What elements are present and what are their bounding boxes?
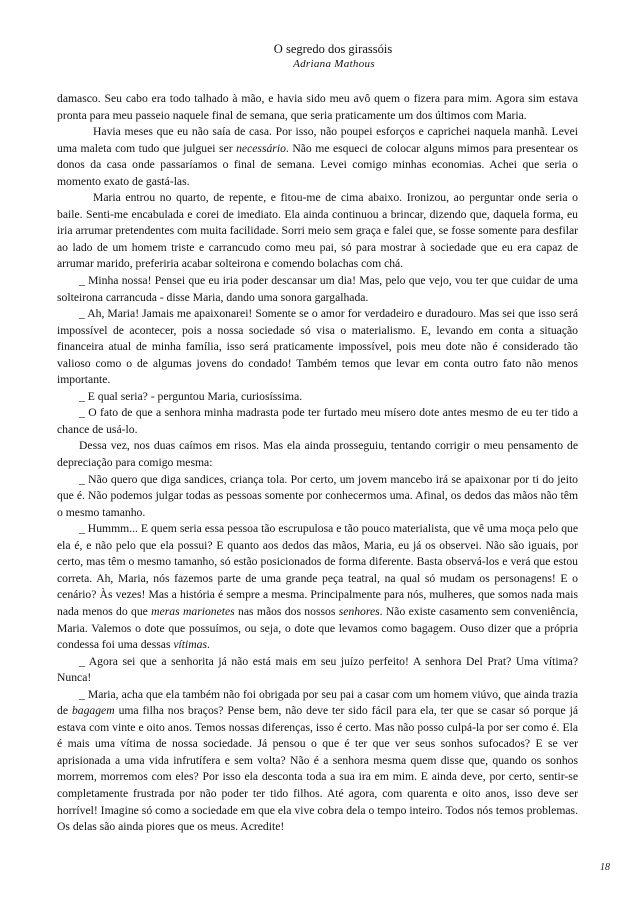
- book-title: O segredo dos girassóis: [273, 42, 393, 56]
- paragraph: [57, 306, 578, 389]
- emphasis-text: meras marionetes: [151, 604, 235, 618]
- paragraph-text: . Não me esqueci de colocar alguns mimos para presentear os donos da casa onde passaríamos o final de semana. Levei comigo minhas economias. Achei que seria o momento exato de gastá-las.: [57, 141, 578, 188]
- paragraph-text: _ Não quero que diga sandices, criança tola. Por certo, um jovem mancebo irá se apaixonar por ti do jeito que é. Não podemos julgar todas as pessoas somente por conhecermos uma. Afinal, os dedos das mãos não têm o mesmo tamanho.: [57, 472, 578, 519]
- paragraph: [57, 405, 578, 438]
- paragraph: [57, 521, 578, 653]
- paragraph: [57, 654, 578, 687]
- emphasis-text: vítimas: [173, 638, 208, 652]
- paragraph: [57, 91, 578, 124]
- paragraph-text: _ E qual seria? - perguntou Maria, curiosíssima.: [79, 389, 303, 403]
- paragraph-text: Maria entrou no quarto, de repente, e fitou-me de cima abaixo. Ironizou, ao perguntar onde seria o baile. Senti-me encabulada e corei de imediato. Ela ainda continuou a brincar, dizendo que, daquela forma, eu iria arrumar pretendentes com muita facilidade. Sorri meio sem graça e falei que, se fosse somente para desfilar ao lado de um homem triste e carrancudo como meu pai, só para mostrar à sociedade que eu era capaz de arrumar marido, preferiria acabar solteirona e comendo bolachas com chá.: [57, 191, 578, 271]
- paragraph-text: . Não existe casamento sem conveniência, Maria. Valemos o dote que possuímos, ou seja, o dote que levamos como bagagem. Ouso dizer que a própria condessa foi uma dessas: [57, 604, 578, 652]
- paragraph: [57, 438, 578, 471]
- paragraph-text: _ O fato de que a senhora minha madrasta pode ter furtado meu mísero dote antes mesmo de eu ter tido a chance de usá-lo.: [57, 406, 578, 436]
- emphasis-text: necessário: [236, 141, 286, 155]
- author-name: Adriana Mathous: [293, 58, 375, 70]
- paragraph-text: _ Minha nossa! Pensei que eu iria poder descansar um dia! Mas, pelo que vejo, vou ter que cuidar de uma solteirona carrancuda - disse Maria, dando uma sonora gargalhada.: [57, 274, 578, 304]
- paragraph: [57, 389, 578, 406]
- paragraph-text: uma filha nos braços? Pense bem, não deve ter sido fácil para ela, ter que se casar só porque já estava com vinte e oito anos. Temos nossas diferenças, isso é certo. Mas não posso culpá-la por ser como é. Ela é mais uma vítima de nossa sociedade. Já pensou o que é ter que ver seus sonhos sufocados? E se ver aprisionada a uma vida infrutífera e sem volta? Não é a senhora mesma quem disse que, quando os sonhos morrem, morremos com eles? Por isso ela desconta toda a sua ira em mim. E ainda deve, por certo, sentir-se completamente frustrada por não poder ter tido filhos. Até agora, com quarenta e oito anos, isso deve ser horrível! Imagine só como a sociedade em que ela vive cobra dela o tempo inteiro. Todos nós temos problemas. Os delas são ainda piores que os meus. Acredite!: [57, 704, 578, 834]
- paragraph-text: _ Hummm... E quem seria essa pessoa tão escrupulosa e tão pouco materialista, que vê uma moça pelo que ela é, e não pelo que ela possui? E quanto aos dedos das mãos, Maria, eu já os observei. Não são iguais, por certo, mas têm o mesmo tamanho, só estão posicionados de forma diferente. Basta observá-los e verá que estou correta. Ah, Maria, nós fazemos parte de uma grande peça teatral, na qual só mudam os personagens! E o cenário? Às vezes! Mas a história é sempre a mesma. Principalmente para nós, mulheres, que somos nada mais nada menos do que: [57, 522, 578, 618]
- paragraph: [57, 687, 578, 836]
- paragraph-text: .: [207, 638, 210, 652]
- paragraph-text: Havia meses que eu não saía de casa. Por isso, não poupei esforços e caprichei naquela manhã. Levei uma maleta com tudo que julguei ser: [57, 125, 578, 155]
- body-text: [57, 91, 578, 836]
- paragraph: [57, 273, 578, 306]
- paragraph-text: _ Ah, Maria! Jamais me apaixonarei! Somente se o amor for verdadeiro e duradouro. Mas sei que isso será impossível de acontecer, pois a nossa sociedade só visa o materialismo. E, levando em conta a situação financeira atual de minha família, isso será praticamente impossível, pois meu dote não é considerado tão valioso como o de algumas jovens do condado! Também temos que levar em conta outro fato não menos importante.: [57, 307, 578, 387]
- paragraph-text: _ Agora sei que a senhorita já não está mais em seu juízo perfeito! A senhora Del Prat? Uma vítima? Nunca!: [57, 654, 578, 685]
- paragraph: [57, 190, 578, 273]
- paragraph-text: Dessa vez, nos duas caímos em risos. Mas ela ainda prosseguiu, tentando corrigir o meu pensamento de depreciação para comigo mesma:: [57, 439, 578, 470]
- paragraph-text: damasco. Seu cabo era todo talhado à mão, e havia sido meu avô quem o fizera para mim. Agora sim estava pronta para meu passeio naquele final de semana, que seria praticamente um dos últimos com Maria.: [57, 92, 578, 122]
- paragraph-text: _ Maria, acha que ela também não foi obrigada por seu pai a casar com um homem viúvo, que ainda trazia de: [57, 687, 578, 718]
- emphasis-text: bagagem: [71, 704, 115, 718]
- page-number: 18: [600, 862, 610, 873]
- page-header: [0, 42, 638, 71]
- paragraph: [57, 124, 578, 190]
- emphasis-text: senhores: [338, 604, 380, 618]
- paragraph: [57, 472, 578, 522]
- paragraph-text: nas mãos dos nossos: [234, 604, 339, 618]
